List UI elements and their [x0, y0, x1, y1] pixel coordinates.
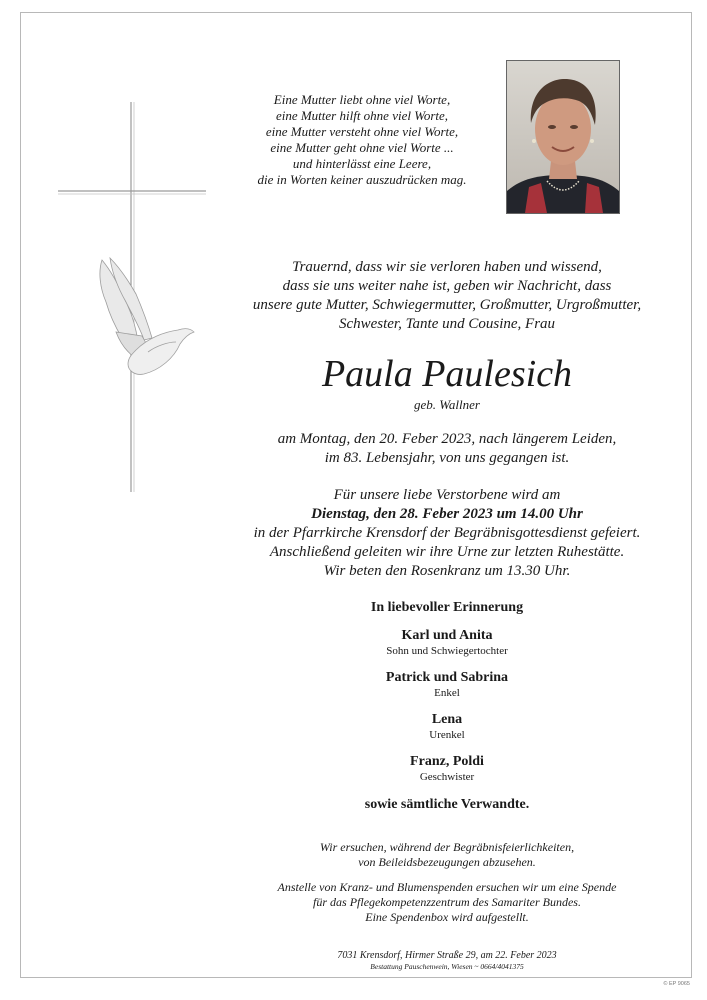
relatives-line: sowie sämtliche Verwandte. [364, 797, 530, 812]
donation-line: für das Pflegekompetenzzentrum des Samariter Bundes. [313, 895, 581, 909]
funeral-date: Dienstag, den 28. Feber 2023 um 14.00 Uhr [311, 506, 583, 522]
mourner-relation: Enkel [434, 687, 460, 699]
donation-line: Anstelle von Kranz- und Blumenspenden ersuchen wir um eine Spende [277, 880, 617, 894]
mourner-entry [222, 711, 672, 742]
announcement-intro [222, 258, 672, 334]
mourner-entry [222, 669, 672, 700]
request-line: Wir ersuchen, während der Begräbnisfeierlichkeiten, [319, 840, 575, 854]
poem-line: und hinterlässt eine Leere, [292, 156, 432, 171]
poem-line: Eine Mutter liebt ohne viel Worte, [273, 92, 451, 107]
poem-line: eine Mutter geht ohne viel Worte ... [270, 140, 454, 155]
undertaker-info: Bestattung Pauschenwein, Wiesen ~ 0664/4041375 [370, 962, 524, 971]
mourning-heading: In liebevoller Erinnerung [370, 600, 524, 615]
funeral-line: in der Pfarrkirche Krensdorf der Begräbnisgottesdienst gefeiert. [253, 525, 641, 541]
intro-line: Trauernd, dass wir sie verloren haben und wissend, [292, 259, 602, 275]
mourner-relation: Urenkel [429, 729, 465, 741]
mourner-name: Karl und Anita [401, 628, 493, 643]
mourner-name: Franz, Poldi [410, 754, 484, 769]
death-line: im 83. Lebensjahr, von uns gegangen ist. [324, 450, 570, 466]
donation-note [222, 880, 672, 925]
mourner-name: Patrick und Sabrina [385, 670, 509, 685]
donation-line: Eine Spendenbox wird aufgestellt. [365, 910, 529, 924]
funeral-line: Für unsere liebe Verstorbene wird am [333, 487, 561, 503]
death-line: am Montag, den 20. Feber 2023, nach längerem Leiden, [277, 431, 617, 447]
place-date: 7031 Krensdorf, Hirmer Straße 29, am 22. Feber 2023 [337, 950, 557, 961]
condolence-request [222, 840, 672, 870]
poem-line: die in Worten keiner auszudrücken mag. [257, 172, 467, 187]
reference-code: © EP 9065 [663, 981, 690, 987]
poem-line: eine Mutter versteht ohne viel Worte, [265, 124, 459, 139]
funeral-info [222, 486, 672, 581]
intro-line: unsere gute Mutter, Schwiegermutter, Großmutter, Urgroßmutter, [252, 297, 642, 313]
poem [232, 92, 492, 188]
deceased-name: Paula Paulesich [321, 353, 573, 395]
request-line: von Beileidsbezeugungen abzusehen. [358, 855, 536, 869]
portrait-photo [506, 60, 620, 214]
mourner-entry [222, 753, 672, 784]
mourner-name: Lena [431, 712, 463, 727]
funeral-line: Anschließend geleiten wir ihre Urne zur letzten Ruhestätte. [269, 544, 625, 560]
death-notice [222, 430, 672, 468]
poem-line: eine Mutter hilft ohne viel Worte, [275, 108, 449, 123]
intro-line: Schwester, Tante und Cousine, Frau [338, 316, 556, 332]
mourner-relation: Geschwister [419, 771, 475, 783]
intro-line: dass sie uns weiter nahe ist, geben wir Nachricht, dass [282, 278, 612, 294]
mourner-entry [222, 627, 672, 658]
mourner-relation: Sohn und Schwiegertochter [386, 645, 508, 657]
maiden-name: geb. Wallner [414, 397, 480, 412]
cross-icon [56, 102, 206, 494]
funeral-line: Wir beten den Rosenkranz um 13.30 Uhr. [323, 563, 571, 579]
